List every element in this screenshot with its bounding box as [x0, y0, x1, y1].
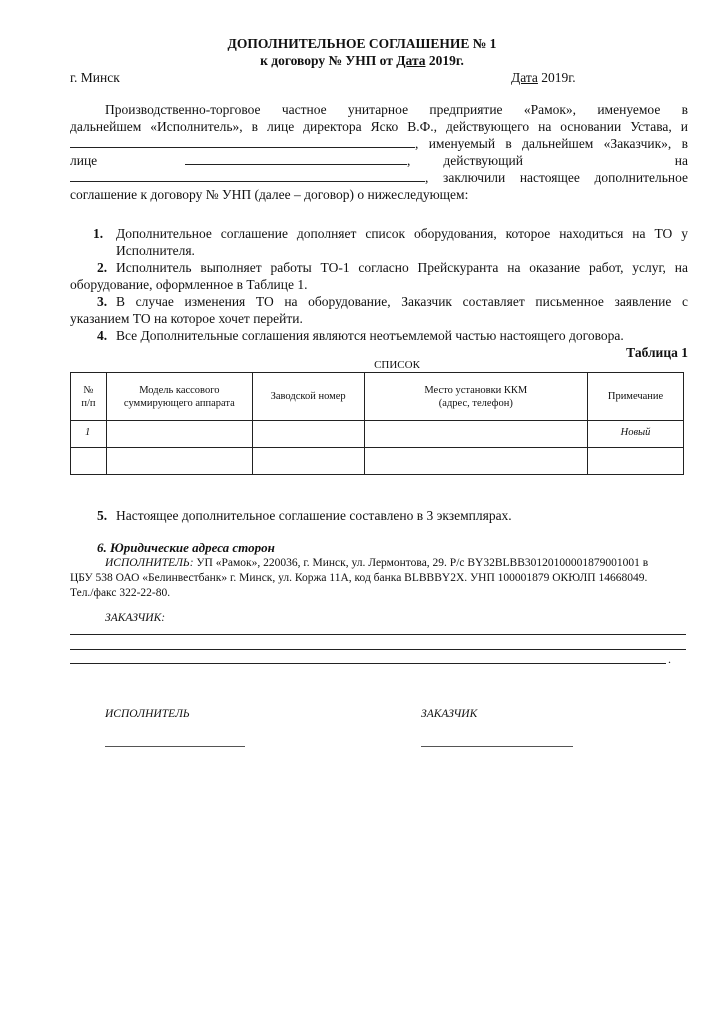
intro-line-4-comma: , [407, 153, 411, 168]
row-1-model [106, 421, 252, 448]
header-place: Место установки ККМ (адрес, телефон) [364, 373, 588, 421]
row-1-serial [252, 421, 364, 448]
document-title: ДОПОЛНИТЕЛЬНОЕ СОГЛАШЕНИЕ № 1 [227, 36, 497, 51]
clause-1-number: 1. [93, 226, 104, 241]
header-model: Модель кассового суммирующего аппарата [106, 373, 252, 421]
city: г. Минск [70, 70, 120, 85]
customer-name-blank [70, 136, 415, 148]
signature-executor-line [105, 746, 245, 747]
row-2-num [71, 448, 107, 475]
intro-line-5-text: , заключили настоящее дополнительное [425, 170, 688, 185]
table-header-row [71, 373, 684, 421]
intro-line-6: соглашение к договору № УНП (далее – договор) о нижеследующем: [70, 187, 469, 202]
clause-2-line-2: оборудование, оформленное в Таблице 1. [70, 277, 308, 292]
basis-blank [70, 170, 425, 182]
executor-address: УП «Рамок», 220036, г. Минск, ул. Лермонтова, 29. Р/с BY32BLBB30120100001879001001 в [193, 557, 649, 569]
row-2-note [588, 448, 684, 475]
customer-end-mark: . [668, 652, 671, 666]
clause-5-number: 5. [97, 508, 108, 523]
row-1-note: Новый [588, 421, 684, 448]
clause-4-line-1: Все Дополнительные соглашения являются неотъемлемой частью настоящего договора. [116, 328, 624, 343]
date-word: Дата [511, 70, 538, 85]
header-num: № п/п [71, 373, 107, 421]
executor-line-1 [105, 557, 648, 569]
table-caption: СПИСОК [374, 359, 420, 371]
customer-line-3 [70, 663, 666, 664]
equipment-table [70, 372, 684, 475]
row-1-num: 1 [71, 421, 107, 448]
intro-line-4-label: лице [70, 153, 98, 168]
subtitle-suffix: 2019г. [425, 53, 464, 68]
subtitle-prefix: к договору № УНП от [260, 53, 397, 68]
table-row [71, 448, 684, 475]
intro-line-3 [70, 136, 688, 152]
intro-line-2: дальнейшем «Исполнитель», в лице директора Яско В.Ф., действующего на основании Устава, и [70, 119, 688, 134]
clause-1-line-2: Исполнителя. [116, 243, 195, 258]
signature-executor-label: ИСПОЛНИТЕЛЬ [105, 708, 190, 720]
header-serial: Заводской номер [252, 373, 364, 421]
intro-line-1: Производственно-торговое частное унитарное предприятие «Рамок», именуемое в [105, 102, 688, 117]
intro-line-4-word2: на [674, 153, 688, 168]
customer-label: ЗАКАЗЧИК: [105, 612, 166, 624]
executor-label: ИСПОЛНИТЕЛЬ: [105, 557, 194, 569]
executor-line-2: ЦБУ 538 ОАО «Белинвестбанк» г. Минск, ул. Коржа 11А, код банка BLBBBY2X. УНП 100001879 ОКЮЛП 14668049. [70, 572, 648, 584]
clause-2-line-1: Исполнитель выполняет работы ТО-1 согласно Прейскуранта на оказание работ, услуг, на [116, 260, 688, 275]
table-label: Таблица 1 [626, 345, 688, 360]
intro-line-4 [70, 153, 688, 169]
executor-line-3: Тел./факс 322-22-80. [70, 587, 171, 599]
document-subtitle [0, 53, 724, 69]
clause-3-line-1: В случае изменения ТО на оборудование, Заказчик составляет письменное заявление с [116, 294, 688, 309]
intro-line-3-text: , именуемый в дальнейшем «Заказчик», в [415, 136, 688, 151]
contract-date [511, 70, 576, 86]
date-suffix: 2019г. [537, 70, 576, 85]
clause-4-number: 4. [97, 328, 108, 343]
row-2-model [106, 448, 252, 475]
clause-3-line-2: указанием ТО на которое хочет перейти. [70, 311, 303, 326]
header-note: Примечание [588, 373, 684, 421]
intro-line-4-word1: действующий [443, 153, 523, 168]
subtitle-date: Дата [396, 53, 426, 68]
signature-customer-label: ЗАКАЗЧИК [421, 708, 478, 720]
customer-line-2 [70, 649, 686, 650]
table-row [71, 421, 684, 448]
signature-customer-line [421, 746, 573, 747]
intro-line-5 [70, 170, 688, 186]
customer-line-1 [70, 634, 686, 635]
clause-5-text: Настоящее дополнительное соглашение составлено в 3 экземплярах. [116, 508, 512, 523]
row-2-serial [252, 448, 364, 475]
clause-3-number: 3. [97, 294, 108, 309]
legal-heading: 6. Юридические адреса сторон [97, 540, 275, 555]
clause-2-number: 2. [97, 260, 108, 275]
representative-blank [185, 153, 407, 165]
row-2-place [364, 448, 588, 475]
clause-1-line-1: Дополнительное соглашение дополняет список оборудования, которое находиться на ТО у [116, 226, 688, 241]
row-1-place [364, 421, 588, 448]
